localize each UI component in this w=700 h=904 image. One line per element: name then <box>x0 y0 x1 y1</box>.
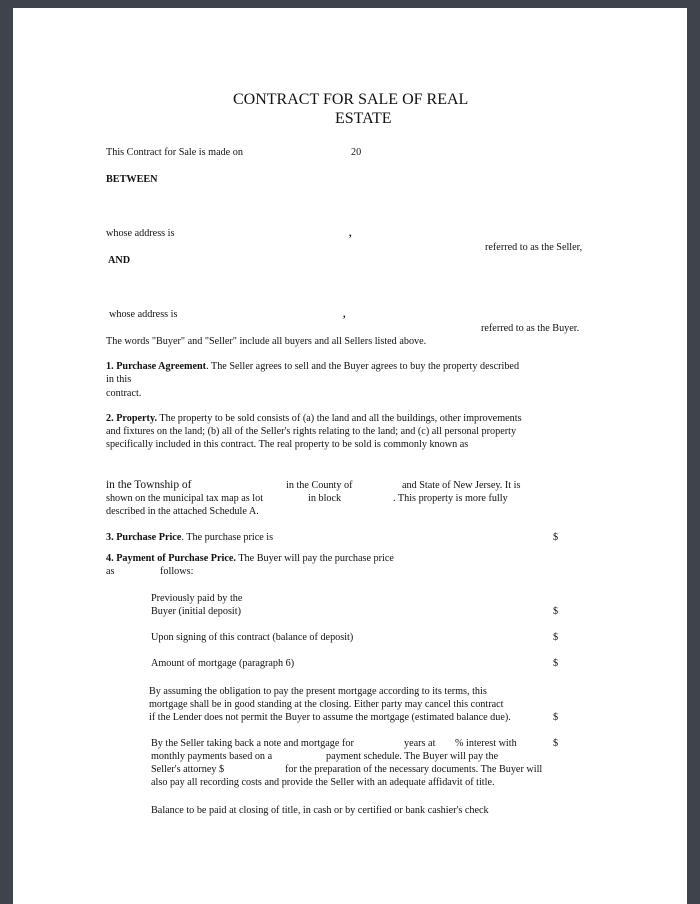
purchase-price-currency: $ <box>553 532 559 543</box>
seller-address-label: whose address is <box>106 228 175 239</box>
between-heading: BETWEEN <box>106 174 158 185</box>
words-note: The words "Buyer" and "Seller" include all buyers and all Sellers listed above. <box>106 336 427 347</box>
section-4-heading: 4. Payment of Purchase Price. <box>106 553 236 564</box>
seller-note-line-3a: Seller's attorney $ <box>151 764 225 775</box>
previously-paid-line-1: Previously paid by the <box>151 593 243 604</box>
section-1-line-2: in this <box>106 374 132 385</box>
section-2-text: The property to be sold consists of (a) the land and all the buildings, other improvements <box>157 413 522 424</box>
block-label: in block <box>308 493 342 504</box>
seller-note-line-1b: years at <box>404 738 436 749</box>
assume-mortgage-currency: $ <box>553 712 559 723</box>
title-line-2: ESTATE <box>335 110 392 127</box>
buyer-address-comma: , <box>343 309 346 320</box>
section-3-heading: 3. Purchase Price <box>106 532 182 543</box>
section-1-text: . The Seller agrees to sell and the Buyer agrees to buy the property described <box>206 361 520 372</box>
buyer-address-label: whose address is <box>109 309 178 320</box>
assume-mortgage-line-3: if the Lender does not permit the Buyer to assume the mortgage (estimated balance due). <box>149 712 511 723</box>
document-page <box>13 8 687 904</box>
assume-mortgage-line-1: By assuming the obligation to pay the present mortgage according to its terms, this <box>149 686 487 697</box>
seller-note-line-2a: monthly payments based on a <box>151 751 273 762</box>
seller-note-line-3b: for the preparation of the necessary documents. The Buyer will <box>285 764 543 775</box>
seller-note-currency: $ <box>553 738 559 749</box>
section-4-as: as <box>106 566 115 577</box>
mortgage-amount-text: Amount of mortgage (paragraph 6) <box>151 658 295 669</box>
more-fully-text: . This property is more fully <box>393 493 508 504</box>
seller-address-comma: , <box>349 228 352 239</box>
county-label: in the County of <box>286 480 353 491</box>
section-2-heading: 2. Property. <box>106 413 158 424</box>
township-label: in the Township of <box>106 479 192 491</box>
assume-mortgage-line-2: mortgage shall be in good standing at the closing. Either party may cancel this contract <box>149 699 504 710</box>
seller-note-line-1c: % interest with <box>455 738 517 749</box>
year-prefix: 20 <box>351 147 362 158</box>
section-2-line-3: specifically included in this contract. The real property to be sold is commonly known as <box>106 439 469 450</box>
section-4-text: The Buyer will pay the purchase price <box>235 553 394 564</box>
section-2-line-1 <box>106 413 522 425</box>
previously-paid-currency: $ <box>553 606 559 617</box>
buyer-reference: referred to as the Buyer. <box>481 323 580 334</box>
seller-note-line-1a: By the Seller taking back a note and mortgage for <box>151 738 354 749</box>
section-3-text: . The purchase price is <box>181 532 274 543</box>
section-2-line-2: and fixtures on the land; (b) all of the Seller's rights relating to the land; and (c) all personal property <box>106 426 517 437</box>
section-3-line <box>106 532 273 544</box>
section-1-heading: 1. Purchase Agreement <box>106 361 207 372</box>
section-1-line-1 <box>106 361 519 373</box>
seller-note-line-2b: payment schedule. The Buyer will pay the <box>326 751 499 762</box>
balance-at-closing-text: Balance to be paid at closing of title, in cash or by certified or bank cashier's check <box>151 805 489 816</box>
section-4-follows: follows: <box>160 566 194 577</box>
section-1-line-3: contract. <box>106 388 142 399</box>
seller-reference: referred to as the Seller, <box>485 242 583 253</box>
tax-map-label: shown on the municipal tax map as lot <box>106 493 264 504</box>
mortgage-amount-currency: $ <box>553 658 559 669</box>
schedule-a-text: described in the attached Schedule A. <box>106 506 259 517</box>
upon-signing-text: Upon signing of this contract (balance of deposit) <box>151 632 354 643</box>
intro-text: This Contract for Sale is made on <box>106 147 243 158</box>
title-line-1: CONTRACT FOR SALE OF REAL <box>233 91 469 108</box>
upon-signing-currency: $ <box>553 632 559 643</box>
previously-paid-line-2: Buyer (initial deposit) <box>151 606 241 617</box>
seller-note-line-4: also pay all recording costs and provide the Seller with an adequate affidavit of title. <box>151 777 495 788</box>
and-heading: AND <box>108 255 131 266</box>
state-label: and State of New Jersey. It is <box>402 480 521 491</box>
section-4-line-1 <box>106 553 394 565</box>
